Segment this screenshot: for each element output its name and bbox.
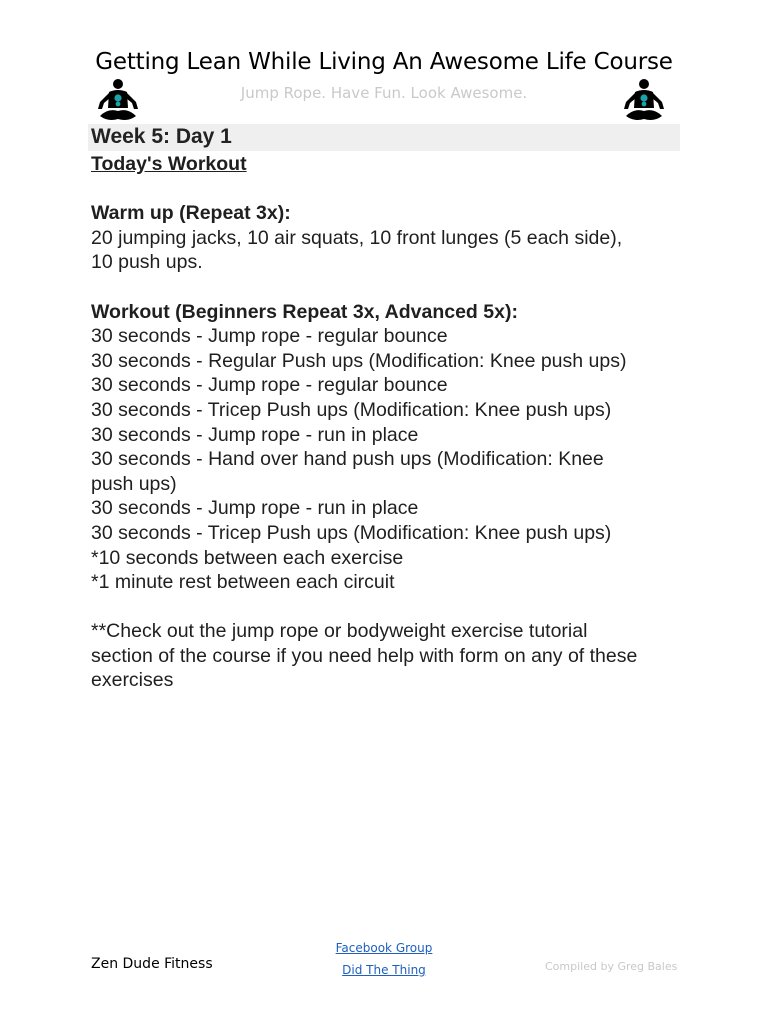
header-title: Getting Lean While Living An Awesome Life Course — [95, 49, 673, 75]
workout-line: 30 seconds - Jump rope - run in place — [91, 423, 419, 446]
did-the-thing-link[interactable]: Did The Thing — [342, 963, 426, 977]
workout-line: 30 seconds - Hand over hand push ups (Modification: Knee — [91, 448, 604, 471]
workout-heading: Workout (Beginners Repeat 3x, Advanced 5x): — [91, 300, 518, 323]
rest-note: *10 seconds between each exercise — [91, 546, 404, 569]
meditating-figure-icon — [94, 78, 142, 124]
footer-brand: Zen Dude Fitness — [91, 956, 213, 972]
workout-line: 30 seconds - Jump rope - regular bounce — [91, 325, 448, 348]
footer-links — [300, 937, 468, 981]
workout-line: 30 seconds - Tricep Push ups (Modification: Knee push ups) — [91, 521, 612, 544]
todays-workout-heading: Today's Workout — [91, 153, 247, 175]
tutorial-note: **Check out the jump rope or bodyweight exercise tutorial — [91, 620, 588, 643]
tutorial-note: exercises — [91, 669, 174, 692]
warmup-line: 10 push ups. — [91, 251, 203, 274]
tutorial-note: section of the course if you need help with form on any of these — [91, 644, 638, 667]
compiled-by: Compiled by Greg Bales — [545, 960, 678, 973]
workout-line: 30 seconds - Jump rope - run in place — [91, 497, 419, 520]
meditating-figure-icon — [620, 78, 668, 124]
workout-line: 30 seconds - Jump rope - regular bounce — [91, 374, 448, 397]
workout-line: push ups) — [91, 472, 177, 495]
facebook-group-link[interactable]: Facebook Group — [335, 941, 433, 955]
rest-note: *1 minute rest between each circuit — [91, 571, 395, 594]
workout-content — [91, 152, 691, 693]
warmup-line: 20 jumping jacks, 10 air squats, 10 front lunges (5 each side), — [91, 226, 623, 249]
workout-line: 30 seconds - Tricep Push ups (Modification: Knee push ups) — [91, 398, 612, 421]
workout-line: 30 seconds - Regular Push ups (Modification: Knee push ups) — [91, 349, 627, 372]
week-title: Week 5: Day 1 — [91, 125, 232, 148]
warmup-heading: Warm up (Repeat 3x): — [91, 202, 291, 225]
header-subtitle: Jump Rope. Have Fun. Look Awesome. — [240, 84, 528, 102]
